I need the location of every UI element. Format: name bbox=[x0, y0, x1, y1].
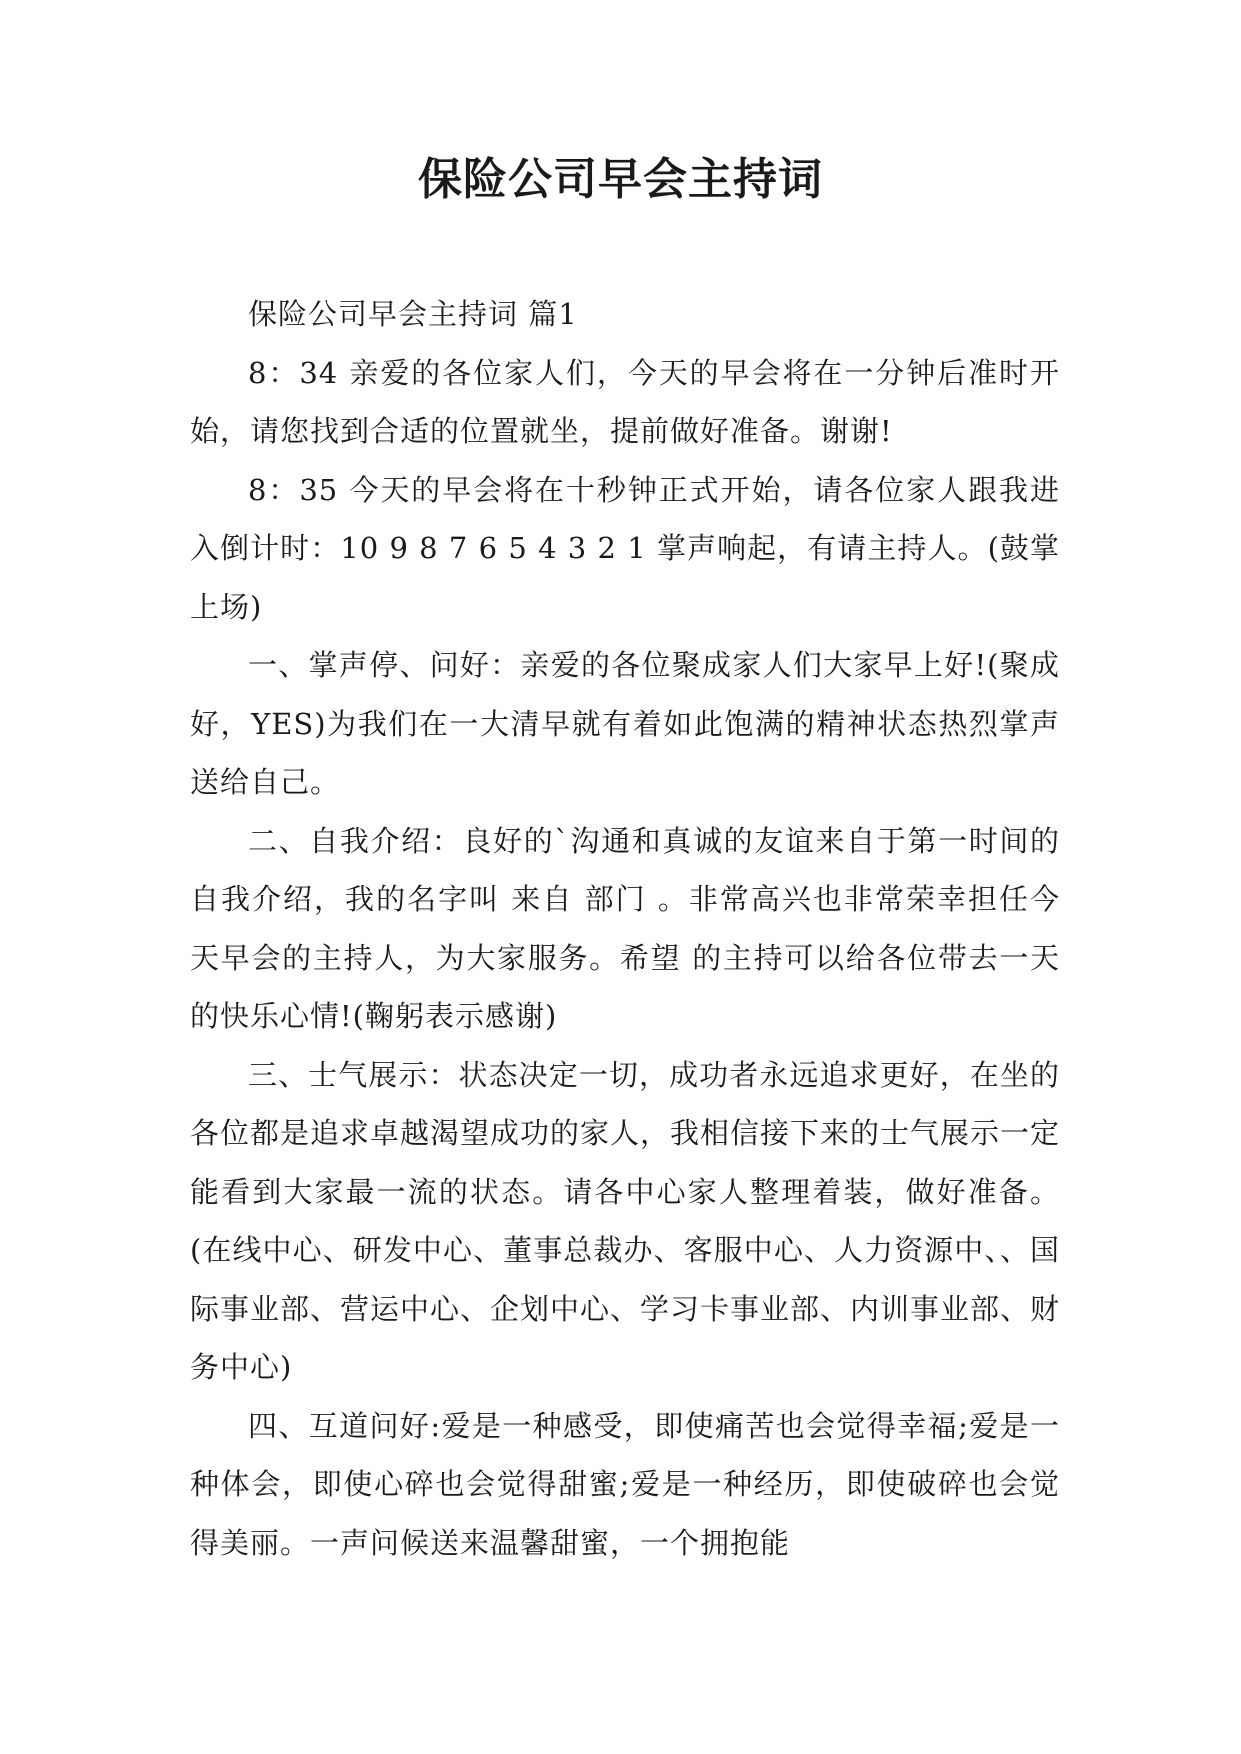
document-body bbox=[190, 285, 1060, 1572]
paragraph: 8：34 亲爱的各位家人们，今天的早会将在一分钟后准时开始，请您找到合适的位置就坐，提前做好准备。谢谢! bbox=[190, 355, 1060, 448]
paragraph: 二、自我介绍：良好的`沟通和真诚的友谊来自于第一时间的自我介绍，我的名字叫 来自 部门 。非常高兴也非常荣幸担任今天早会的主持人，为大家服务。希望 的主持可以给各位带去一天的快乐心情!(鞠躬表示感谢) bbox=[190, 823, 1060, 1033]
paragraph: 四、互道问好:爱是一种感受，即使痛苦也会觉得幸福;爱是一种体会，即使心碎也会觉得甜蜜;爱是一种经历，即使破碎也会觉得美丽。一声问候送来温馨甜蜜，一个拥抱能 bbox=[190, 1408, 1060, 1560]
paragraph-heading: 保险公司早会主持词 篇1 bbox=[248, 297, 578, 331]
paragraph: 一、掌声停、问好：亲爱的各位聚成家人们大家早上好!(聚成好，YES)为我们在一大清早就有着如此饱满的精神状态热烈掌声送给自己。 bbox=[190, 648, 1060, 799]
document-title: 保险公司早会主持词 bbox=[418, 154, 823, 205]
paragraph: 8：35 今天的早会将在十秒钟正式开始，请各位家人跟我进入倒计时：10 9 8 7 6 5 4 3 2 1 掌声响起，有请主持人。(鼓掌上场) bbox=[190, 472, 1060, 624]
paragraph: 三、士气展示：状态决定一切，成功者永远追求更好，在坐的各位都是追求卓越渴望成功的家人，我相信接下来的士气展示一定能看到大家最一流的状态。请各中心家人整理着装，做好准备。(在线中心、研发中心、董事总裁办、客服中心、人力资源中、、国际事业部、营运中心、企划中心、学习卡事业部、内训事业部、财务中心) bbox=[190, 1057, 1061, 1384]
